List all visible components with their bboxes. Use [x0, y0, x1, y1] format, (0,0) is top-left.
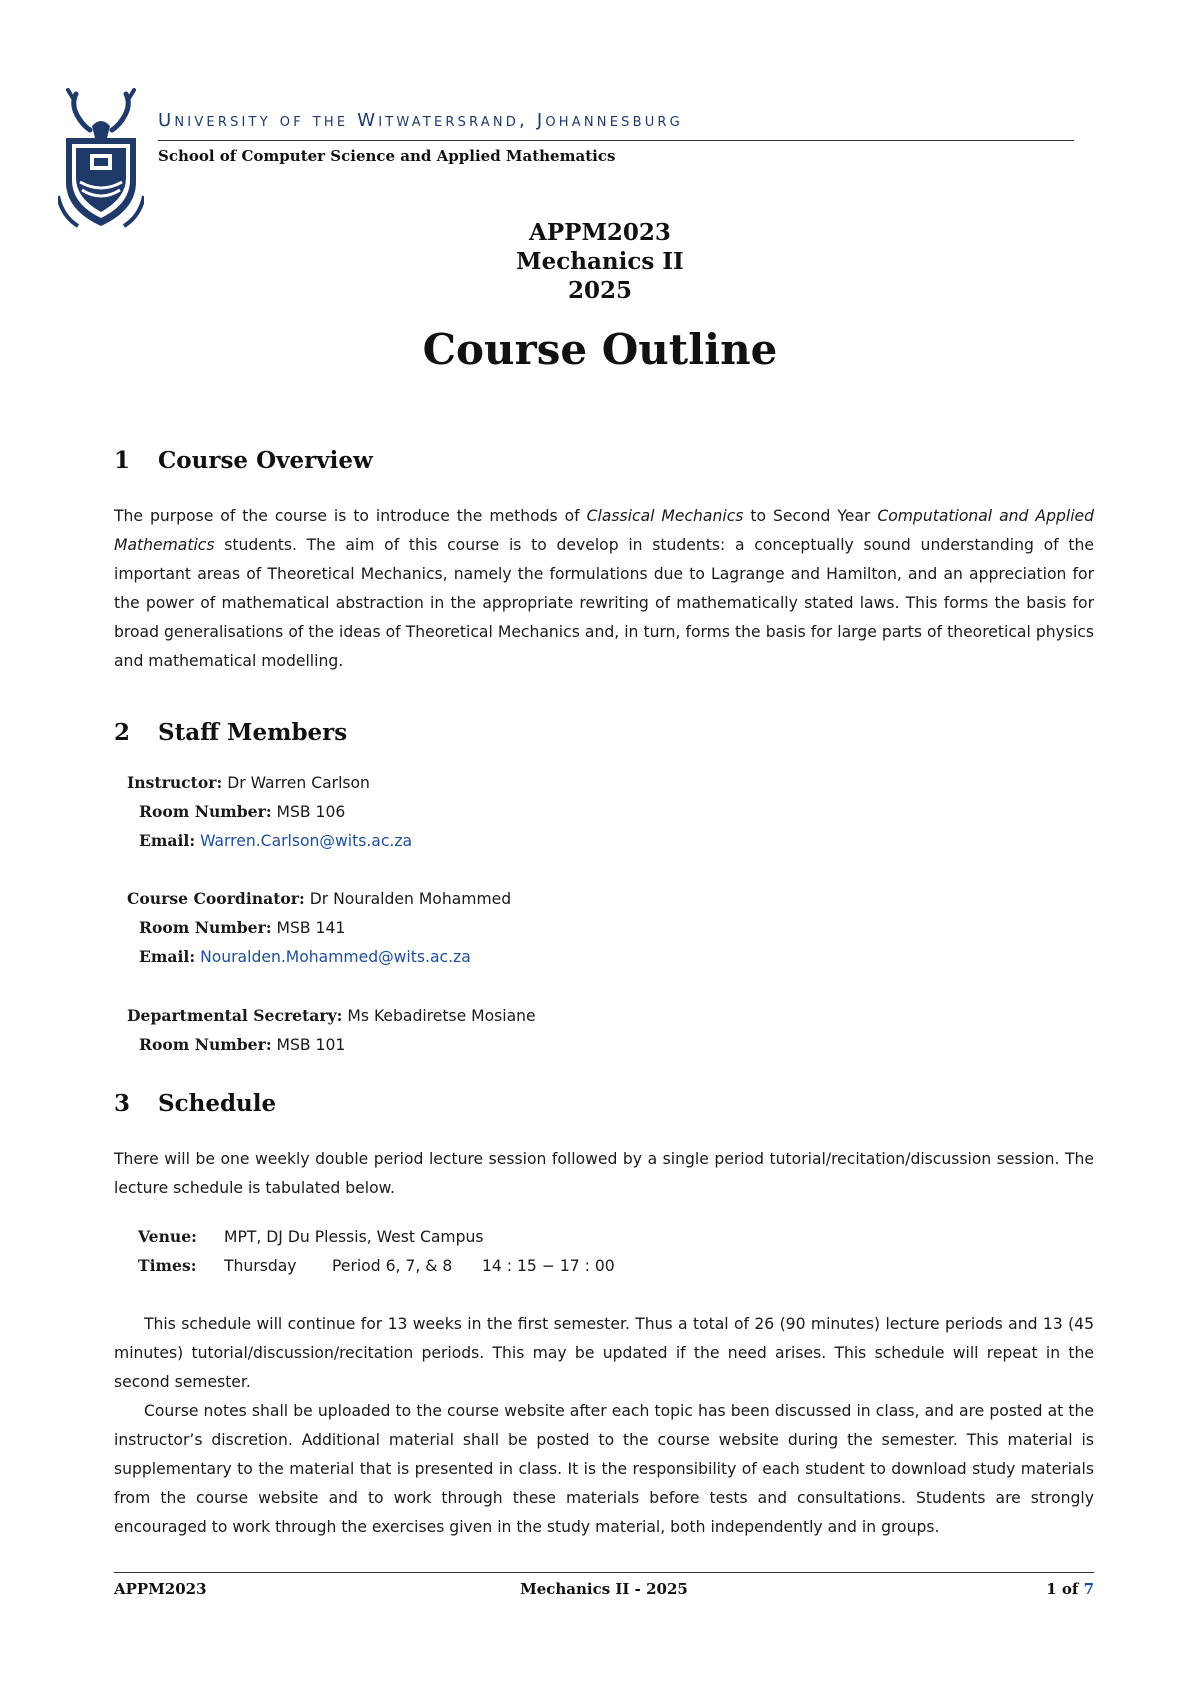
- overview-text-2: to Second Year: [743, 507, 878, 525]
- room-number: MSB 141: [276, 919, 346, 937]
- schedule-paragraph-2: Course notes shall be uploaded to the course website after each topic has been discussed in class, and are posted at the instructor’s discretion. Additional material shall be posted to the course website during the semester. This material is supplementary to the material that is presented in class. It is the responsibility of each student to download study materials from the course website and to work through these materials before tests and consultations. Students are strongly encouraged to work through the exercises given in the study material, both independently and in groups.: [114, 1402, 1094, 1536]
- course-name: Mechanics II: [516, 248, 684, 275]
- course-code: APPM2023: [529, 219, 671, 246]
- course-title-block: [0, 218, 1200, 305]
- periods-value: Period 6, 7, & 8: [332, 1257, 453, 1275]
- email-link[interactable]: Nouralden.Mohammed@wits.ac.za: [200, 948, 471, 966]
- room-number: MSB 101: [276, 1036, 346, 1054]
- schedule-table: [138, 1222, 615, 1280]
- wits-crest-logo: [58, 86, 144, 236]
- venue-value: MPT, DJ Du Plessis, West Campus: [224, 1228, 484, 1246]
- role-label: Course Coordinator:: [127, 889, 305, 908]
- time-value: 14 : 15 − 17 : 00: [482, 1257, 615, 1275]
- room-label: Room Number:: [139, 802, 272, 821]
- section-heading-schedule: [114, 1090, 276, 1117]
- room-label: Room Number:: [139, 918, 272, 937]
- times-label: Times:: [138, 1256, 197, 1275]
- staff-name: Ms Kebadiretse Mosiane: [347, 1007, 536, 1025]
- section-heading-overview: [114, 447, 373, 474]
- course-year: 2025: [567, 277, 632, 304]
- staff-instructor: [127, 768, 827, 855]
- venue-row: [138, 1222, 615, 1251]
- section-number: 2: [114, 719, 131, 746]
- staff-name: Dr Warren Carlson: [227, 774, 370, 792]
- overview-text-1: The purpose of the course is to introduce the methods of: [114, 507, 587, 525]
- footer-page-number: [1046, 1580, 1094, 1598]
- email-label: Email:: [139, 947, 196, 966]
- day-value: Thursday: [224, 1257, 297, 1275]
- school-name: School of Computer Science and Applied Mathematics: [158, 147, 616, 165]
- staff-coordinator: [127, 884, 827, 971]
- section-title: Course Overview: [158, 447, 373, 474]
- overview-paragraph: [114, 502, 1094, 676]
- times-row: [138, 1251, 615, 1280]
- role-label: Instructor:: [127, 773, 223, 792]
- email-link[interactable]: Warren.Carlson@wits.ac.za: [200, 832, 413, 850]
- overview-emphasis-1: Classical Mechanics: [586, 507, 744, 525]
- footer-course-title: Mechanics II - 2025: [520, 1580, 688, 1598]
- staff-name: Dr Nouralden Mohammed: [309, 890, 512, 908]
- schedule-intro: There will be one weekly double period lecture session followed by a single period tutorial/recitation/discussion session. The lecture schedule is tabulated below.: [114, 1150, 1094, 1197]
- total-pages-link[interactable]: 7: [1083, 1580, 1094, 1598]
- footer-rule: [114, 1572, 1094, 1573]
- email-label: Email:: [139, 831, 196, 850]
- section-number: 1: [114, 447, 131, 474]
- room-label: Room Number:: [139, 1035, 272, 1054]
- schedule-paragraph-1: This schedule will continue for 13 weeks in the first semester. Thus a total of 26 (90 minutes) lecture periods and 13 (45 minutes) tutorial/discussion/recitation periods. This may be updated if the need arises. This schedule will repeat in the second semester.: [114, 1315, 1094, 1391]
- section-title: Schedule: [158, 1090, 277, 1117]
- header-rule: [158, 140, 1074, 141]
- section-title: Staff Members: [158, 719, 348, 746]
- overview-text-3: students. The aim of this course is to develop in students: a conceptually sound understanding of the important areas of Theoretical Mechanics, namely the formulations due to Lagrange and Hamilton, and an appreciation for the power of mathematical abstraction in the appropriate rewriting of mathematically stated laws. This forms the basis for broad generalisations of the ideas of Theoretical Mechanics and, in turn, forms the basis for large parts of theoretical physics and mathematical modelling.: [114, 536, 1094, 670]
- university-name: University of the Witwatersrand, Johannesburg: [158, 110, 683, 131]
- section-number: 3: [114, 1090, 131, 1117]
- role-label: Departmental Secretary:: [127, 1006, 343, 1025]
- overview-emphasis-2: Computational and Applied Mathematics: [114, 507, 1095, 554]
- page-of-label: of: [1061, 1580, 1079, 1598]
- document-title: Course Outline: [422, 325, 778, 374]
- staff-secretary: [127, 1001, 827, 1059]
- footer-course-code: APPM2023: [114, 1580, 207, 1598]
- current-page: 1: [1046, 1580, 1057, 1598]
- venue-label: Venue:: [138, 1227, 197, 1246]
- section-heading-staff: [114, 719, 347, 746]
- room-number: MSB 106: [276, 803, 346, 821]
